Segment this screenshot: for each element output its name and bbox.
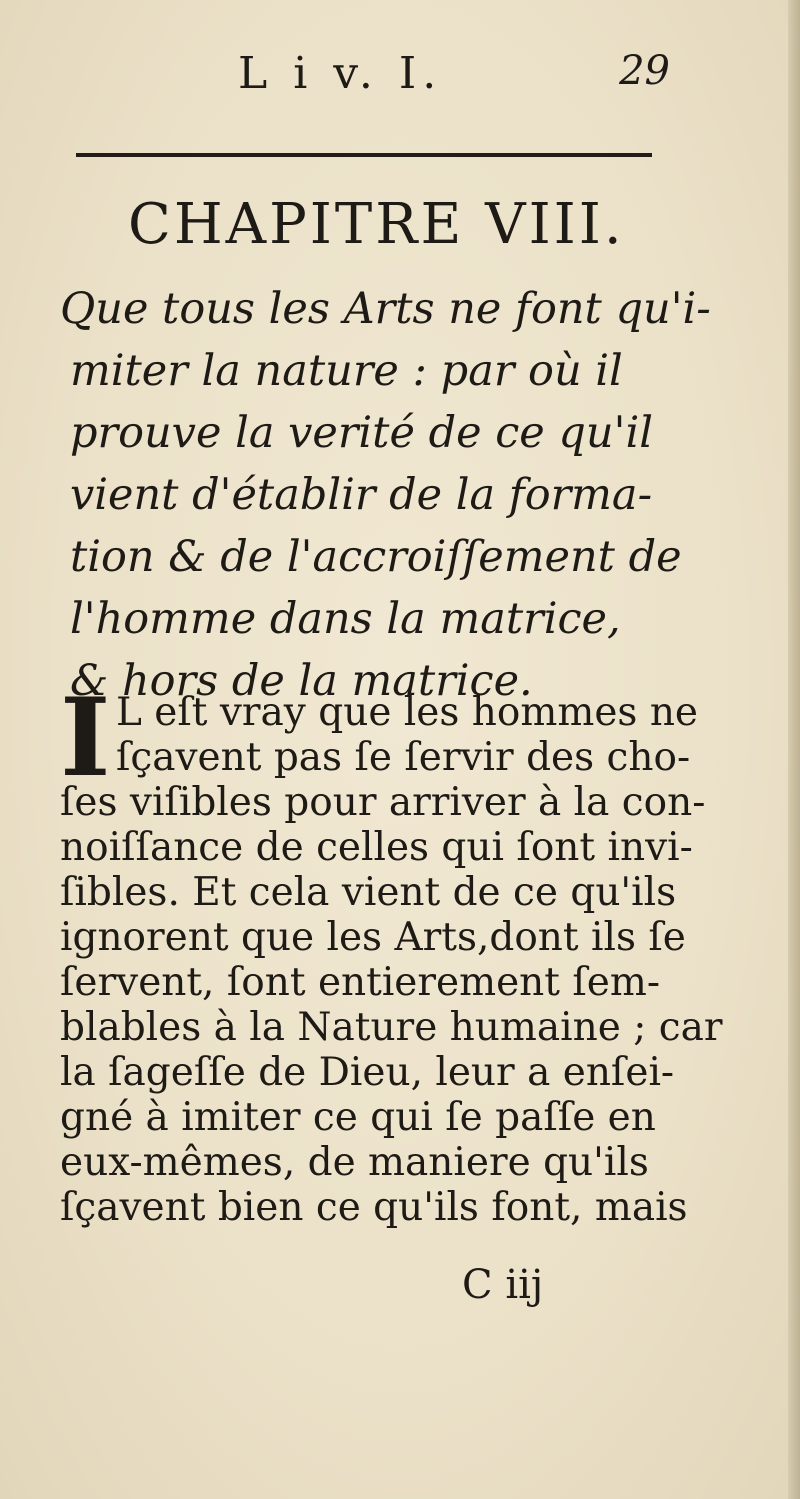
body-line: ſçavent pas ſe ſervir des cho-: [116, 735, 691, 780]
subtitle-line: tion & de l'accroiſſement de: [70, 532, 682, 582]
body-line: L eſt vray que les hommes ne: [116, 690, 699, 735]
body-line: la ſageſſe de Dieu, leur a enſei-: [60, 1050, 675, 1095]
body-line: ſervent, ſont entierement ſem-: [60, 960, 661, 1005]
running-head-title: L i v. I.: [238, 48, 443, 99]
body-line: ſibles. Et cela vient de ce qu'ils: [60, 870, 677, 915]
header-rule: [76, 153, 652, 157]
subtitle-line: prouve la verité de ce qu'il: [70, 408, 653, 458]
running-head: [70, 42, 670, 102]
body-line: blables à la Nature humaine ; car: [60, 1005, 723, 1050]
subtitle-line: vient d'établir de la forma-: [70, 470, 653, 520]
drop-cap: I: [60, 675, 111, 801]
subtitle-line: l'homme dans la matrice,: [70, 594, 621, 644]
body-line: ſçavent bien ce qu'ils font, mais: [60, 1185, 688, 1230]
body-line: ignorent que les Arts,dont ils ſe: [60, 915, 686, 960]
body-line: noiſſance de celles qui ſont invi-: [60, 825, 693, 870]
catchword: C iij: [462, 1262, 544, 1308]
chapter-heading: CHAPITRE VIII.: [128, 192, 625, 257]
subtitle-line: Que tous les Arts ne font qu'i-: [60, 284, 711, 334]
subtitle-line: miter la nature : par où il: [70, 346, 623, 396]
body-line: eux-mêmes, de maniere qu'ils: [60, 1140, 649, 1185]
subtitle-line: & hors de la matrice.: [70, 656, 533, 706]
body-line: gné à imiter ce qui ſe paſſe en: [60, 1095, 656, 1140]
page-edge: [788, 0, 800, 1499]
body-line: ſes viſibles pour arriver à la con-: [60, 780, 706, 825]
page-number: 29: [619, 48, 670, 94]
